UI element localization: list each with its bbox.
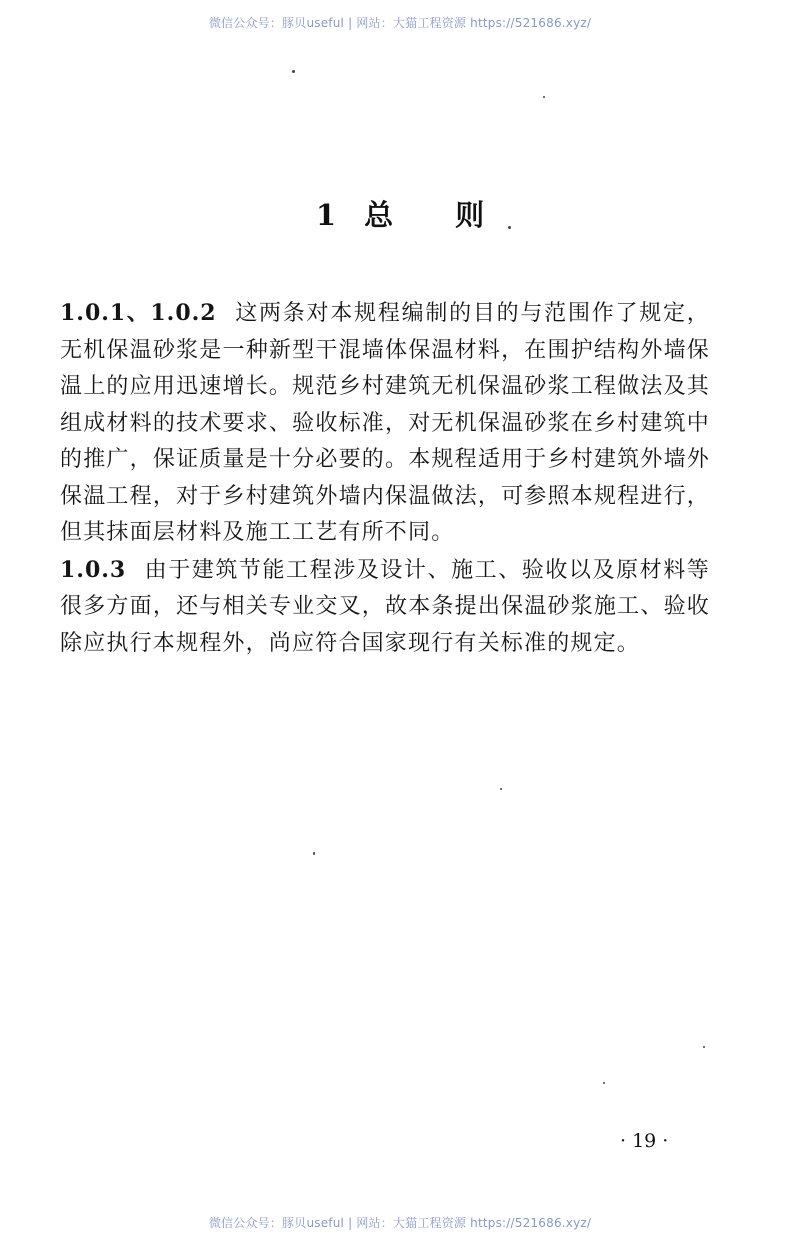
watermark-bottom: 微信公众号：豚贝useful | 网站：大猫工程资源 https://521686.xyz/ <box>208 1216 592 1230</box>
chapter-title-char-2: 则 <box>455 198 485 232</box>
scan-speck <box>603 1082 605 1084</box>
clause-paragraph <box>60 552 710 663</box>
clause-text: 由于建筑节能工程涉及设计、施工、验收以及原材料等很多方面，还与相关专业交叉，故本条提出保温砂浆施工、验收除应执行本规程外，尚应符合国家现行有关标准的规定。 <box>60 557 710 656</box>
page-number: · 19 · <box>620 1130 669 1152</box>
clause-number: 1.0.3 <box>60 556 127 583</box>
scan-speck <box>543 96 545 98</box>
scan-speck <box>703 1046 705 1048</box>
scan-speck <box>508 226 511 229</box>
clause-number: 1.0.1、1.0.2 <box>60 300 217 326</box>
scan-speck <box>500 788 502 790</box>
scan-speck <box>292 70 295 73</box>
watermark-top: 微信公众号：豚贝useful | 网站：大猫工程资源 https://521686.xyz/ <box>208 16 592 30</box>
clause-text: 这两条对本规程编制的目的与范围作了规定，无机保温砂浆是一种新型干混墙体保温材料，在围护结构外墙保温上的应用迅速增长。规范乡村建筑无机保温砂浆工程做法及其组成材料的技术要求、验收标准，对无机保温砂浆在乡村建筑中的推广，保证质量是十分必要的。本规程适用于乡村建筑外墙外保温工程，对于乡村建筑外墙内保温做法，可参照本规程进行，但其抹面层材料及施工工艺有所不同。 <box>60 301 710 545</box>
scan-speck <box>313 852 315 855</box>
chapter-number: 1 <box>315 198 337 232</box>
clause-paragraph <box>60 295 710 552</box>
chapter-title-char-1: 总 <box>364 198 394 232</box>
body-text <box>60 295 710 662</box>
chapter-title <box>0 193 800 234</box>
